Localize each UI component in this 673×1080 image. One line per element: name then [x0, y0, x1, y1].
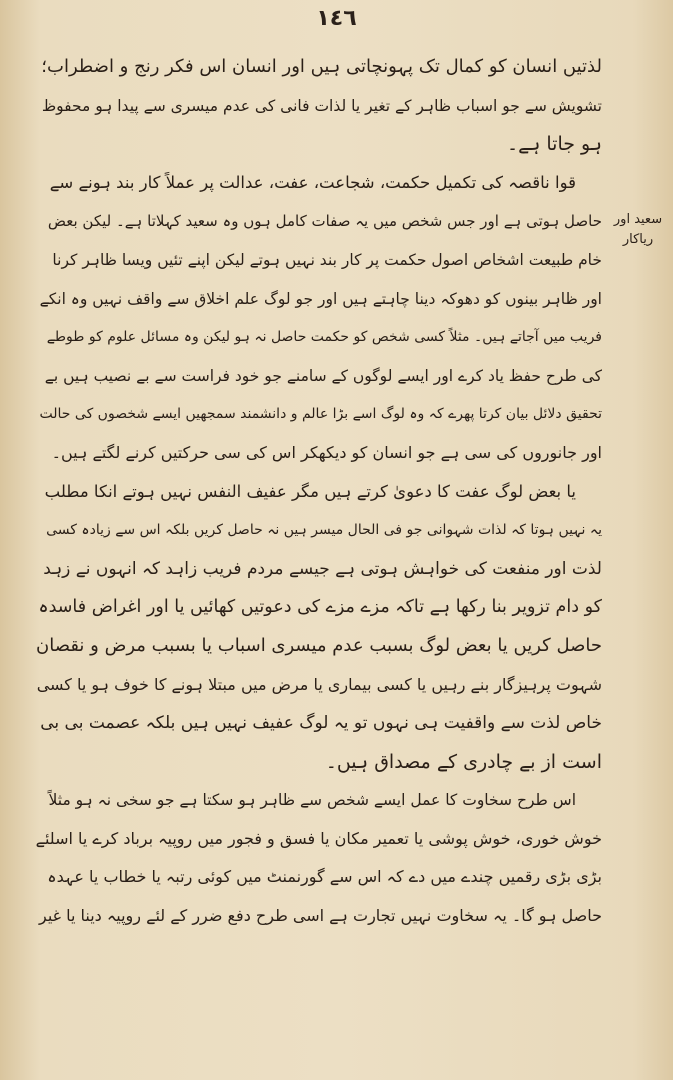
text-line: حاصل ہوتی ہے اور جس شخص میں یہ صفات کامل ہوں وہ سعید کہلاتا ہے۔ لیکن بعض: [47, 212, 602, 231]
text-line: بڑی بڑی رقمیں چندے میں دے کہ اس سے گورنمنٹ میں کوئی رتبہ یا خطاب یا عہدہ: [47, 867, 602, 887]
text-line: لذتیں انسان کو کمال تک پہونچاتی ہیں اور انسان اس فکر رنج و اضطراب؛: [41, 56, 602, 77]
margin-note: [609, 210, 667, 250]
text-line: تشویش سے جو اسباب ظاہر کے تغیر یا لذات فانی کی عدم میسری سے پیدا ہو محفوظ: [41, 96, 602, 115]
text-line: خوش خوری، خوش پوشی یا تعمیر مکان یا فسق و فجور میں روپیہ برباد کرے یا اسلئے: [36, 828, 602, 848]
text-line: لذت اور منفعت کی خواہش ہوتی ہے جیسے مردم فریب زاہد کہ انہوں نے زہد: [43, 558, 602, 579]
body-text: [36, 48, 602, 936]
text-line: یا بعض لوگ عفت کا دعویٰ کرتے ہیں مگر عفیف النفس نہیں ہوتے انکا مطلب: [44, 481, 576, 501]
text-line: فریب میں آجاتے ہیں۔ مثلاً کسی شخص کو حکمت حاصل نہ ہو لیکن وہ مسائل علوم کو طوطے: [46, 329, 602, 346]
text-line: است از بے چادری کے مصداق ہیں۔: [325, 750, 602, 773]
text-line: حاصل کریں یا بعض لوگ بسبب عدم میسری اسباب یا بسبب مرض و نقصان: [36, 634, 602, 656]
text-line: یہ نہیں ہوتا کہ لذات شہوانی جو فی الحال میسر ہیں نہ حاصل کریں بلکہ اس سے زیادہ کسی: [46, 522, 602, 539]
text-line: حاصل ہو گا۔ یہ سخاوت نہیں تجارت ہے اسی طرح دفع ضرر کے لئے روپیہ دینا یا غیر: [38, 906, 602, 926]
text-line: ہو جاتا ہے۔: [506, 133, 602, 156]
text-line: تحقیق دلائل بیان کرتا پھرے کہ وہ لوگ اسے بڑا عالم و دانشمند سمجھیں ایسے شخصوں کی حالت: [39, 406, 602, 423]
page-number: ١٤٦: [316, 6, 357, 31]
text-line: اور جانوروں کی سی ہے جو انسان کو دیکھکر اس کی سی حرکتیں کرنے لگتے ہیں۔: [51, 442, 602, 462]
text-line: اس طرح سخاوت کا عمل ایسے شخص سے ظاہر ہو سکتا ہے جو سخی نہ ہو مثلاً: [48, 791, 576, 810]
margin-note-line: سعید اور: [613, 212, 663, 227]
text-line: شہوت پرہیزگار بنے رہیں یا کسی بیماری یا مرض میں مبتلا ہونے کا خوف ہو یا کسی: [36, 674, 602, 694]
text-line: قوا ناقصہ کی تکمیل حکمت، شجاعت، عفت، عدالت پر عملاً کار بند ہونے سے: [49, 172, 576, 192]
text-line: اور ظاہر بینوں کو دھوکہ دینا چاہتے ہیں اور جو لوگ علم اخلاق سے واقف نہیں وہ انکے: [39, 289, 602, 308]
text-line: کی طرح حفظ یاد کرے اور ایسے لوگوں کے سامنے جو خود فراست سے بے نصیب ہیں بے: [44, 366, 602, 385]
text-line: خام طبیعت اشخاص اصول حکمت پر کار بند نہیں ہوتے لیکن اپنے تئیں ویسا ظاہر کرنا: [52, 250, 602, 269]
text-line: کو دام تزویر بنا رکھا ہے تاکہ مزے مزے کی دعوتیں کھائیں یا اور اغراض فاسدہ: [38, 597, 602, 618]
text-line: خاص لذت سے واقفیت ہی نہوں تو یہ لوگ عفیف نہیں ہیں بلکہ عصمت بی بی: [40, 713, 602, 734]
margin-note-line: ریاکار: [622, 232, 654, 247]
